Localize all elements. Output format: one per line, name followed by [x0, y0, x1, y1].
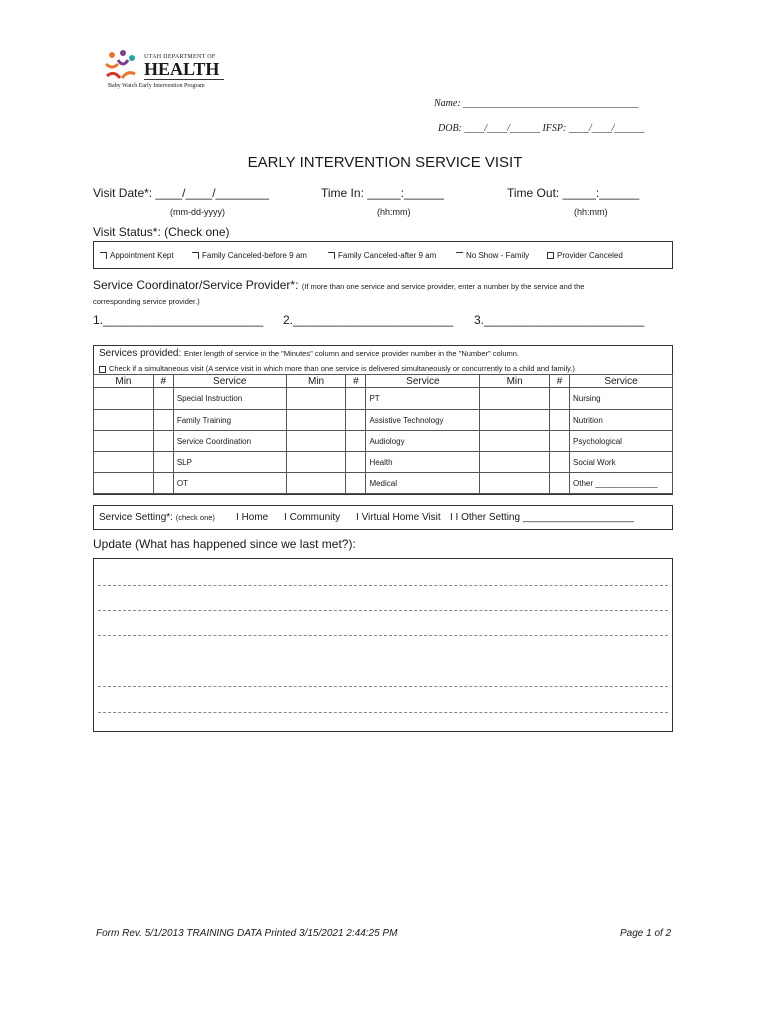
checkbox-icon[interactable] [99, 366, 106, 373]
checkbox-icon[interactable] [192, 252, 199, 259]
time-in-field[interactable]: Time In: _____:______ [321, 186, 444, 200]
checkbox-icon[interactable] [547, 252, 554, 259]
num-cell[interactable] [153, 473, 173, 494]
num-cell[interactable] [153, 431, 173, 452]
checkbox-icon[interactable]: I I [450, 512, 462, 523]
col-num: # [153, 375, 173, 388]
time-in-format: (hh:mm) [377, 207, 411, 217]
service-name: Special Instruction [173, 388, 286, 410]
visit-date-format: (mm-dd-yyyy) [170, 207, 225, 217]
time-out-format: (hh:mm) [574, 207, 608, 217]
num-cell[interactable] [346, 410, 366, 431]
min-cell[interactable] [286, 452, 346, 473]
coordinator-note2: corresponding service provider.) [93, 297, 200, 306]
service-name: Family Training [173, 410, 286, 431]
visit-status-heading: Visit Status*: (Check one) [93, 225, 230, 239]
min-cell[interactable] [480, 410, 550, 431]
col-service: Service [570, 375, 673, 388]
checkbox-icon[interactable] [328, 252, 335, 259]
col-min: Min [94, 375, 154, 388]
min-cell[interactable] [286, 431, 346, 452]
min-cell[interactable] [286, 388, 346, 410]
min-cell[interactable] [480, 452, 550, 473]
name-field[interactable]: Name: ___________________________________ [434, 98, 639, 109]
service-name: Psychological [570, 431, 673, 452]
setting-community[interactable]: I Community [284, 512, 341, 523]
logo-line1: UTAH DEPARTMENT OF [144, 54, 216, 60]
services-heading-note: Enter length of service in the "Minutes" column and service provider number in the "Number" column. [184, 349, 520, 358]
service-name: Social Work [570, 452, 673, 473]
col-min: Min [286, 375, 346, 388]
num-cell[interactable] [550, 388, 570, 410]
services-table-header [94, 375, 673, 388]
num-cell[interactable] [550, 431, 570, 452]
coordinator-slot-3[interactable]: 3.________________________ [474, 313, 645, 327]
dashed-line [98, 610, 668, 611]
status-canceled-before[interactable]: Family Canceled-before 9 am [192, 251, 307, 260]
service-name: PT [366, 388, 480, 410]
services-table [93, 374, 673, 494]
update-textarea[interactable] [93, 558, 673, 732]
service-name: Nutrition [570, 410, 673, 431]
table-row [94, 452, 673, 473]
time-out-field[interactable]: Time Out: _____:______ [507, 186, 640, 200]
min-cell[interactable] [94, 410, 154, 431]
num-cell[interactable] [550, 410, 570, 431]
service-name: SLP [173, 452, 286, 473]
min-cell[interactable] [480, 473, 550, 494]
num-cell[interactable] [346, 473, 366, 494]
logo-line3: Baby Watch Early Intervention Program [108, 83, 205, 89]
logo-divider [144, 79, 224, 80]
service-name: OT [173, 473, 286, 494]
logo [104, 50, 234, 92]
footer-left: Form Rev. 5/1/2013 TRAINING DATA Printed 3/15/2021 2:44:25 PM [96, 928, 398, 939]
min-cell[interactable] [94, 388, 154, 410]
status-provider-canceled[interactable]: Provider Canceled [547, 251, 623, 260]
service-name: Health [366, 452, 480, 473]
col-service: Service [366, 375, 480, 388]
service-name: Other ______________ [570, 473, 673, 494]
dashed-line [98, 585, 668, 586]
setting-virtual[interactable]: I Virtual Home Visit [356, 512, 441, 523]
service-setting-label: Service Setting*: (check one) [99, 512, 215, 523]
col-min: Min [480, 375, 550, 388]
num-cell[interactable] [550, 473, 570, 494]
services-heading: Services provided: Enter length of service in the "Minutes" column and service provider number in the "Number" column. [99, 348, 520, 359]
table-row [94, 388, 673, 410]
service-name: Nursing [570, 388, 673, 410]
num-cell[interactable] [346, 452, 366, 473]
col-num: # [346, 375, 366, 388]
simultaneous-visit-option[interactable]: Check if a simultaneous visit (A service visit in which more than one service is delivered simultaneously or concurrently to a child and family.) [99, 364, 575, 373]
min-cell[interactable] [94, 473, 154, 494]
service-name: Service Coordination [173, 431, 286, 452]
page-title: EARLY INTERVENTION SERVICE VISIT [247, 154, 523, 171]
logo-figures-icon [104, 50, 138, 86]
checkbox-icon[interactable]: I [356, 512, 362, 523]
visit-status-box [93, 241, 673, 269]
status-canceled-after[interactable]: Family Canceled-after 9 am [328, 251, 436, 260]
service-name: Audiology [366, 431, 480, 452]
num-cell[interactable] [346, 431, 366, 452]
coordinator-note: (If more than one service and service provider, enter a number by the service and the [301, 282, 585, 291]
col-num: # [550, 375, 570, 388]
dashed-line [98, 686, 668, 687]
min-cell[interactable] [94, 431, 154, 452]
setting-home[interactable]: I Home [236, 512, 269, 523]
col-service: Service [173, 375, 286, 388]
page-number: Page 1 of 2 [620, 928, 672, 939]
min-cell[interactable] [480, 388, 550, 410]
table-row [94, 473, 673, 494]
min-cell[interactable] [480, 431, 550, 452]
table-row [94, 410, 673, 431]
min-cell[interactable] [94, 452, 154, 473]
num-cell[interactable] [153, 452, 173, 473]
visit-date-field[interactable]: Visit Date*: ____/____/________ [93, 186, 269, 200]
checkbox-icon[interactable]: I [236, 512, 242, 523]
table-row [94, 431, 673, 452]
service-name: Medical [366, 473, 480, 494]
logo-line2: HEALTH [144, 59, 220, 79]
num-cell[interactable] [550, 452, 570, 473]
checkbox-icon[interactable]: I [284, 512, 290, 523]
setting-other[interactable]: I I Other Setting ____________________ [450, 512, 635, 523]
service-name: Assistive Technology [366, 410, 480, 431]
min-cell[interactable] [286, 473, 346, 494]
num-cell[interactable] [346, 388, 366, 410]
dob-ifsp-field[interactable]: DOB: ____/____/______ IFSP: ____/____/______ [438, 123, 645, 134]
checkbox-icon[interactable] [456, 252, 463, 259]
dashed-line [98, 635, 668, 636]
num-cell[interactable] [153, 410, 173, 431]
status-appointment-kept[interactable]: Appointment Kept [100, 251, 174, 260]
status-no-show[interactable]: No Show - Family [456, 251, 529, 260]
update-heading: Update (What has happened since we last met?): [93, 537, 356, 551]
num-cell[interactable] [153, 388, 173, 410]
dashed-line [98, 712, 668, 713]
coordinator-slot-1[interactable]: 1.________________________ [93, 313, 264, 327]
min-cell[interactable] [286, 410, 346, 431]
coordinator-slot-2[interactable]: 2.________________________ [283, 313, 454, 327]
service-setting-box [93, 505, 673, 530]
checkbox-icon[interactable] [100, 252, 107, 259]
coordinator-heading: Service Coordinator/Service Provider*: (If more than one service and service provider, enter a number by the service and the [93, 278, 585, 292]
